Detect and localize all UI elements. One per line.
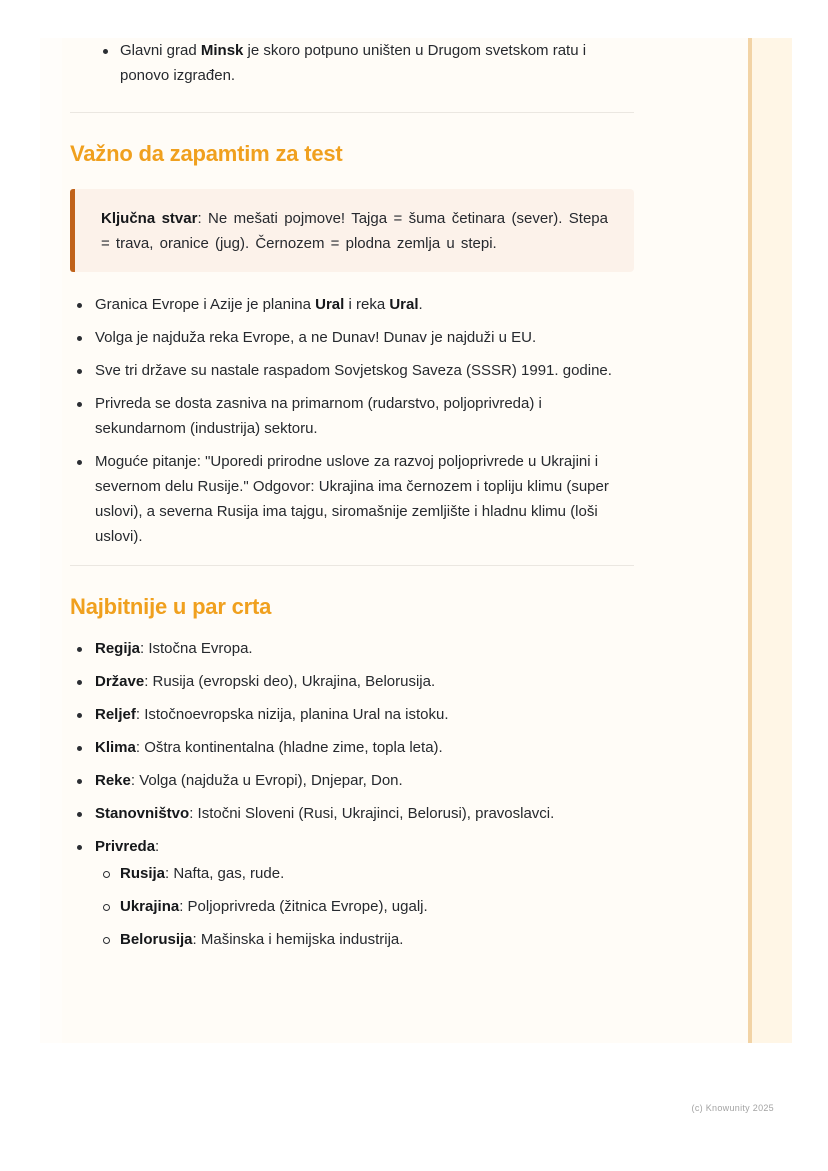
item-text: : Oštra kontinentalna (hladne zime, topla leta). [135, 739, 443, 756]
item-label: Države [95, 673, 145, 690]
text-run: . [418, 296, 423, 313]
item-label: Stanovništvo [95, 805, 190, 822]
text-run: i reka [344, 296, 390, 313]
callout-text: : Ne mešati pojmove! Tajga = šuma četinara (sever). Stepa = trava, oranice (jug). Černozem = plodna zemlja u stepi. [101, 210, 608, 252]
text-run: Volga je najduža reka Evrope, a ne Dunav! Dunav je najduži u EU. [95, 329, 537, 346]
side-rail [748, 38, 792, 1043]
section-title-test: Važno da zapamtim za test [70, 141, 343, 166]
key-point-callout [70, 189, 634, 272]
list-item [70, 391, 634, 441]
item-text: : Istočnoevropska nizija, planina Ural na istoku. [135, 706, 449, 723]
summary-list [70, 636, 634, 952]
text-run: Granica Evrope i Azije je planina [95, 296, 316, 313]
item-text: : Istočni Sloveni (Rusi, Ukrajinci, Belorusi), pravoslavci. [189, 805, 555, 822]
rail-border [748, 38, 752, 1043]
intro-item [96, 38, 634, 88]
item-label: Belorusija [120, 931, 193, 948]
item-label: Reke [95, 772, 131, 789]
privreda-sublist [95, 861, 634, 952]
item-label: Reljef [95, 706, 136, 723]
summary-item-privreda [70, 834, 634, 952]
text-run: je skoro potpuno uništen u Drugom svetskom ratu i ponovo izgrađen. [120, 42, 587, 84]
summary-item-klima [70, 735, 634, 760]
item-label: Regija [95, 640, 141, 657]
subitem-ukrajina [95, 894, 634, 919]
callout-label: Ključna stvar [101, 210, 198, 227]
divider [70, 565, 634, 566]
list-item [70, 292, 634, 317]
subitem-belorusija [95, 927, 634, 952]
item-text: : Nafta, gas, rude. [165, 865, 285, 882]
item-label: Ukrajina [120, 898, 180, 915]
text-run: Moguće pitanje: "Uporedi prirodne uslove za razvoj poljoprivrede u Ukrajini i severnom delu Rusije." Odgovor: Ukrajina ima černozem i topliju klimu (super uslovi), a severna Rusija ima tajgu, siromašnije zemljište i hladnu klimu (loši uslovi). [95, 453, 609, 545]
intro-list [70, 38, 634, 88]
summary-item-reljef [70, 702, 634, 727]
item-text: : Istočna Evropa. [140, 640, 253, 657]
copyright-footer: (c) Knowunity 2025 [691, 1103, 774, 1113]
text-run: Sve tri države su nastale raspadom Sovjetskog Saveza (SSSR) 1991. godine. [95, 362, 612, 379]
subitem-rusija [95, 861, 634, 886]
text-run: Privreda se dosta zasniva na primarnom (rudarstvo, poljoprivreda) i sekundarnom (industrija) sektoru. [95, 395, 542, 437]
item-text: : Poljoprivreda (žitnica Evrope), ugalj. [179, 898, 428, 915]
test-points-list [70, 292, 634, 549]
item-label: Klima [95, 739, 136, 756]
bold-term: Ural [315, 296, 345, 313]
document-content [70, 38, 634, 960]
section-title-summary: Najbitnije u par crta [70, 594, 272, 619]
item-label: Rusija [120, 865, 166, 882]
bold-term: Minsk [200, 42, 244, 59]
item-text: : [155, 838, 160, 855]
item-text: : Volga (najduža u Evropi), Dnjepar, Don. [130, 772, 403, 789]
summary-item-reke [70, 768, 634, 793]
list-item [70, 325, 634, 350]
summary-item-stanovnistvo [70, 801, 634, 826]
list-item [70, 358, 634, 383]
callout-accent-bar [70, 189, 75, 272]
summary-item-regija [70, 636, 634, 661]
summary-item-drzave [70, 669, 634, 694]
item-text: : Rusija (evropski deo), Ukrajina, Belorusija. [144, 673, 436, 690]
text-run: Glavni grad [120, 42, 201, 59]
bold-term: Ural [389, 296, 419, 313]
item-label: Privreda [95, 838, 156, 855]
list-item [70, 449, 634, 549]
item-text: : Mašinska i hemijska industrija. [192, 931, 404, 948]
divider [70, 112, 634, 113]
